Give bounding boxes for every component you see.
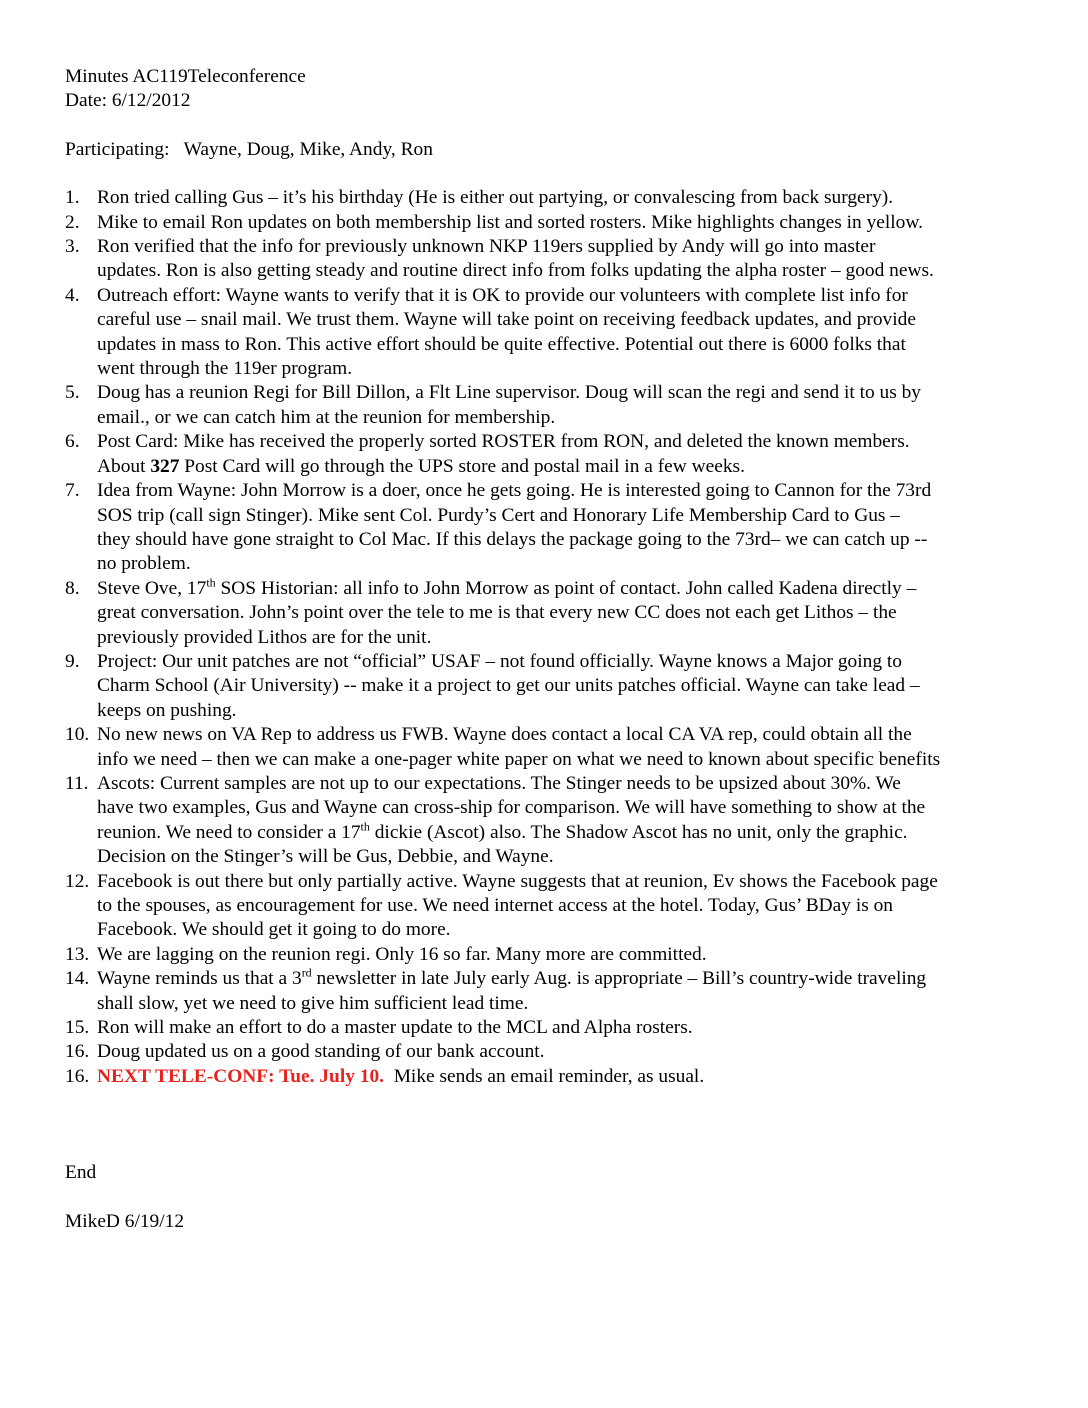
item-number: 3.: [65, 236, 80, 258]
item-text-part: SOS Historian: all info to John Morrow as point of contact. John called Kadena directly – great conversation. John’s point over the tele to me is that every new CC does not each get Lithos – the previously provided Lithos are for the unit.: [97, 577, 917, 648]
item-text: Ron will make an effort to do a master update to the MCL and Alpha rosters.: [97, 1017, 693, 1039]
list-item: [65, 186, 1040, 210]
item-number: 11.: [65, 772, 89, 794]
minutes-document: [65, 65, 1040, 1234]
list-item: [65, 1065, 1040, 1089]
postcard-count: 327: [150, 455, 180, 477]
item-text: Project: Our unit patches are not “official” USAF – not found officially. Wayne knows a Major going to Charm School (Air University) -- make it a project to get our units patches official. Wayne can take lead – keeps on pushing.: [97, 650, 920, 721]
item-text: Idea from Wayne: John Morrow is a doer, once he gets going. He is interested going to Cannon for the 73rd SOS trip (call sign Stinger). Mike sent Col. Purdy’s Cert and Honorary Life Membership Card to Gus – they should have gone straight to Col Mac. If this delays the package going to the 73rd– we can catch up -- no problem.: [97, 480, 932, 575]
document-date: Date: 6/12/2012: [65, 90, 191, 112]
minutes-list: [65, 186, 1040, 1089]
list-item: [65, 870, 1040, 943]
item-text-part: Mike sends an email reminder, as usual.: [384, 1065, 705, 1087]
list-item: [65, 1016, 1040, 1040]
item-number: 6.: [65, 431, 80, 453]
list-item: [65, 1040, 1040, 1064]
item-text: Ron verified that the info for previously unknown NKP 119ers supplied by Andy will go into master updates. Ron is also getting steady and routine direct info from folks updating the alpha roster – good news.: [97, 236, 934, 282]
item-text: [97, 967, 1040, 1016]
participants-line: Participating: Wayne, Doug, Mike, Andy, Ron: [65, 138, 433, 160]
item-number: 7.: [65, 480, 80, 502]
item-number: 16.: [65, 1041, 90, 1063]
item-text: Outreach effort: Wayne wants to verify that it is OK to provide our volunteers with complete list info for careful use – snail mail. We trust them. Wayne will take point on receiving feedback updates, and provide updates in mass to Ron. This active effort should be quite effective. Potential out there is 6000 folks that went through the 119er program.: [97, 284, 916, 380]
item-text-part: Post Card: Mike has received the properly sorted ROSTER from RON, and deleted the known members. About: [97, 431, 910, 477]
item-text: Facebook is out there but only partially active. Wayne suggests that at reunion, Ev shows the Facebook page to the spouses, as encouragement for use. We need internet access at the hotel. Today, Gus’ BDay is on Facebook. We should get it going to do more.: [97, 870, 938, 941]
list-item: [65, 967, 1040, 1016]
list-item: [65, 650, 1040, 723]
item-text-part: Steve Ove, 17: [97, 577, 207, 599]
item-number: 16.: [65, 1065, 90, 1087]
next-teleconf-notice: NEXT TELE-CONF: Tue. July 10.: [97, 1065, 384, 1087]
signature: MikeD 6/19/12: [65, 1210, 185, 1232]
item-text-part: Wayne reminds us that a 3: [97, 968, 302, 990]
item-number: 5.: [65, 382, 80, 404]
ordinal-suffix: rd: [301, 965, 312, 980]
item-text: Doug has a reunion Regi for Bill Dillon, a Flt Line supervisor. Doug will scan the regi and send it to us by email., or we can catch him at the reunion for membership.: [97, 382, 921, 428]
list-item: [65, 577, 1040, 650]
item-number: 12.: [65, 870, 90, 892]
list-item: [65, 284, 1040, 382]
item-number: 1.: [65, 187, 80, 209]
item-number: 14.: [65, 968, 90, 990]
list-item: [65, 235, 1040, 284]
ordinal-suffix: th: [206, 575, 216, 590]
item-text-part: Post Card will go through the UPS store and postal mail in a few weeks.: [179, 455, 745, 477]
item-text: [97, 430, 1040, 479]
item-text: Mike to email Ron updates on both membership list and sorted rosters. Mike highlights changes in yellow.: [97, 211, 923, 233]
item-text: Doug updated us on a good standing of our bank account.: [97, 1041, 545, 1063]
item-text-part: Ascots: Current samples are not up to our expectations. The Stinger needs to be upsized about 30%. We have two examples, Gus and Wayne can cross-ship for comparison. We will have something to show at the reunion. We need to consider a 17: [97, 772, 926, 843]
item-number: 15.: [65, 1017, 90, 1039]
item-number: 13.: [65, 943, 90, 965]
item-text: We are lagging on the reunion regi. Only 16 so far. Many more are committed.: [97, 943, 707, 965]
item-number: 2.: [65, 211, 80, 233]
item-number: 10.: [65, 724, 90, 746]
item-number: 9.: [65, 650, 80, 672]
list-item: [65, 772, 1040, 870]
ordinal-suffix: th: [360, 819, 370, 834]
item-number: 4.: [65, 284, 80, 306]
list-item: [65, 430, 1040, 479]
item-text: [97, 1065, 1040, 1089]
item-text-part: dickie (Ascot) also. The Shadow Ascot has no unit, only the graphic. Decision on the Stinger’s will be Gus, Debbie, and Wayne.: [97, 821, 908, 868]
document-title: Minutes AC119Teleconference: [65, 66, 306, 87]
list-item: [65, 381, 1040, 430]
item-number: 8.: [65, 577, 80, 599]
item-text-part: newsletter in late July early Aug. is appropriate – Bill’s country-wide traveling shall slow, yet we need to give him sufficient lead time.: [97, 968, 927, 1014]
end-marker: End: [65, 1162, 97, 1184]
item-text: Ron tried calling Gus – it’s his birthday (He is either out partying, or convalescing from back surgery).: [97, 187, 894, 209]
item-text: [97, 577, 1040, 650]
item-text: No new news on VA Rep to address us FWB. Wayne does contact a local CA VA rep, could obtain all the info we need – then we can make a one-pager white paper on what we need to known about specific benefits: [97, 724, 941, 770]
list-item: [65, 479, 1040, 577]
list-item: [65, 943, 1040, 967]
list-item: [65, 723, 1040, 772]
list-item: [65, 211, 1040, 235]
item-text: [97, 772, 1040, 870]
